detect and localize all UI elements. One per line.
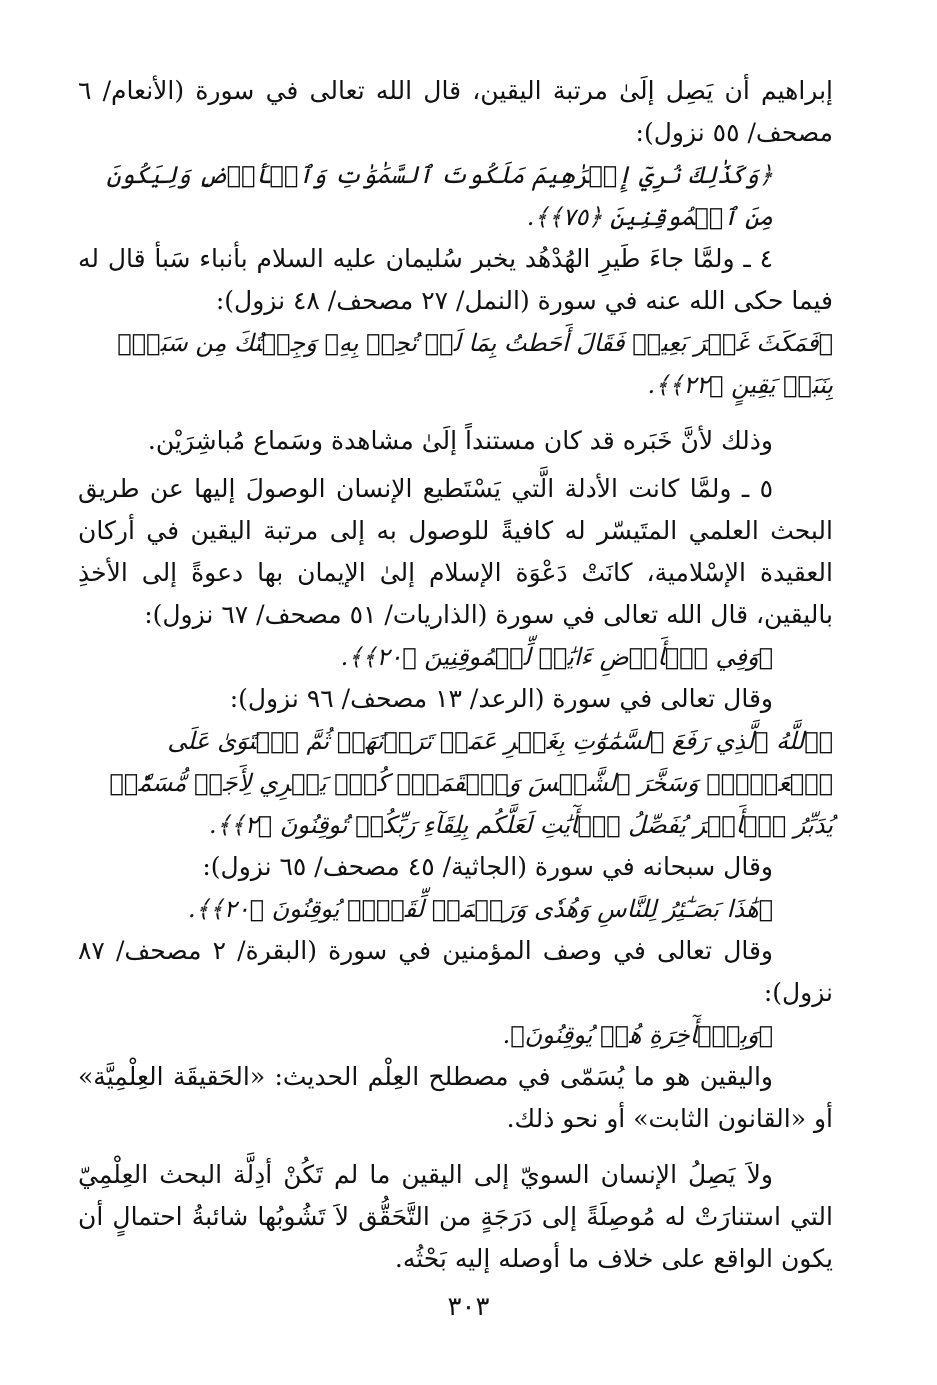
quran-verse-jathiya-20: ﴿هَٰذَا بَصَـٰٓئِرُ لِلنَّاسِ وَهُدٗى وَرَحۡمَةٞ لِّقَوۡمٖ يُوقِنُونَ ﴿٢٠﴾﴾. [188, 895, 773, 923]
paragraph-point-4: ٤ ـ ولمَّا جاءَ طَيرِ الهُدْهُد يخبر سُليمان عليه السلام بأنباء سَبأ قال له فيما حكى الله عنه في سورة (النمل/ ٢٧ مصحف/ ٤٨ نزول): [78, 244, 833, 315]
quran-verse-baqara: ﴿وَبِٱلۡأٓخِرَةِ هُمۡ يُوقِنُونَ﴾. [502, 1021, 773, 1049]
page-body [78, 70, 833, 1280]
quran-verse-dhariyat-20: ﴿وَفِي ٱلۡأَرۡضِ ءَايَٰتٞ لِّلۡمُوقِنِينَ ﴿٢٠﴾﴾. [340, 643, 773, 671]
paragraph-jathiya-intro: وقال سبحانه في سورة (الجاثية/ ٤٥ مصحف/ ٦٥ نزول): [202, 852, 773, 881]
paragraph-continuation: إبراهيم أن يَصِل إلَىٰ مرتبة اليقين، قال الله تعالى في سورة (الأنعام/ ٦ مصحف/ ٥٥ نزول): [78, 76, 833, 147]
quran-verse-raad-2: ﴿ٱللَّهُ ٱلَّذِي رَفَعَ ٱلسَّمَٰوَٰتِ بِغَيۡرِ عَمَدٖ تَرَوۡنَهَاۖ ثُمَّ ٱسۡتَوَىٰ عَلَى ٱلۡعَرۡشِۖ وَسَخَّرَ ٱلشَّمۡسَ وَٱلۡقَمَرَۖ كُلّٞ يَجۡرِي لِأَجَلٖ مُّسَمّٗىۚ يُدَبِّرُ ٱلۡأَمۡرَ يُفَصِّلُ ٱلۡأٓيَٰتِ لَعَلَّكُم بِلِقَآءِ رَبِّكُمۡ تُوقِنُونَ ﴿٢﴾﴾. [109, 727, 833, 839]
paragraph-conclusion: ولاَ يَصِلُ الإنسان السويّ إلى اليقين ما لم تَكُنْ أدِلَّة البحث العِلْمِيّ التي استنارَتْ له مُوصِلَةً إلى دَرَجَةٍ من التَّحَقُّق لاَ تَشُوبُها شائبةُ احتمالٍ أن يكون الواقع على خلاف ما أوصله إليه بَحْثُه. [78, 1160, 833, 1273]
paragraph-yaqeen-definition: واليقين هو ما يُسَمّى في مصطلح العِلْم الحديث: «الحَقيقَة العِلْمِيَّة» أو «القانون الثابت» أو نحو ذلك. [78, 1062, 833, 1133]
paragraph-explanation: وذلك لأنَّ خَبَره قد كان مستنداً إلَىٰ مشاهدة وسَماع مُباشِرَيْن. [147, 426, 773, 455]
paragraph-baqara-intro: وقال تعالى في وصف المؤمنين في سورة (البقرة/ ٢ مصحف/ ٨٧ نزول): [78, 936, 833, 1007]
paragraph-point-5: ٥ ـ ولمَّا كانت الأدلة الَّتي يَسْتَطيع الإنسان الوصولَ إليها عن طريق البحث العلمي المتَيسّر له كافيةً للوصول به إلى مرتبة اليقين في أركان العقيدة الإسْلامية، كانَتْ دَعْوَة الإسلام إلىٰ الإيمان بها دعوةً إلى الأخذِ باليقين، قال الله تعالى في سورة (الذاريات/ ٥١ مصحف/ ٦٧ نزول): [78, 474, 833, 629]
quran-verse-naml-22: ﴿فَمَكَثَ غَيۡرَ بَعِيدٖ فَقَالَ أَحَطتُ بِمَا لَمۡ تُحِطۡ بِهِۦ وَجِئۡتُكَ مِن سَبَإِۭ بِنَبَإٖ يَقِينٍ ﴿٢٢﴾﴾. [117, 329, 833, 399]
paragraph-raad-intro: وقال تعالى في سورة (الرعد/ ١٣ مصحف/ ٩٦ نزول): [229, 684, 773, 713]
page-number: ٣٠٣ [447, 1292, 490, 1322]
quran-verse-anam-75: ﴿وَكَذَٰلِكَ نُرِيٓ إِبۡرَٰهِيمَ مَلَكُوتَ ٱلسَّمَٰوَٰتِ وَٱلۡأَرۡضِ وَلِيَكُونَ مِنَ ٱلۡمُوقِنِينَ ﴿٧٥﴾﴾. [106, 161, 773, 231]
